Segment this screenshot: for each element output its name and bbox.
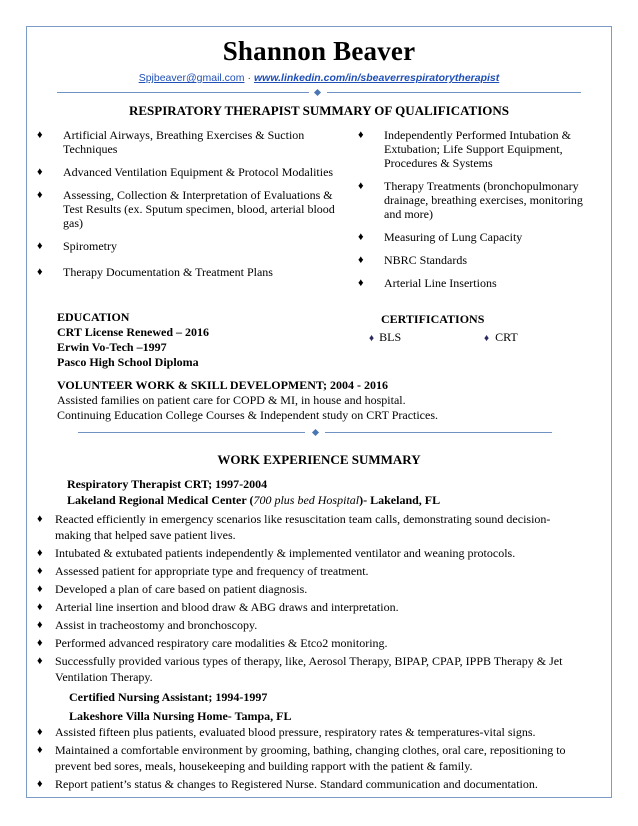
job-1-header: [67, 476, 587, 508]
job-1-employer-name: Lakeland Regional Medical Center (: [67, 493, 254, 507]
job-bullet-text: Reacted efficiently in emergency scenarios like resuscitation team calls, demonstrating sound decision-making that helped save patient lives.: [55, 512, 551, 542]
qualification-text: NBRC Standards: [384, 253, 468, 267]
job-bullet-text: Performed advanced respiratory care modalities & Etco2 monitoring.: [55, 636, 388, 650]
section-divider-right: [325, 432, 552, 433]
education-title: EDUCATION: [57, 310, 130, 324]
job-bullet-text: Maintained a comfortable environment by grooming, bathing, changing clothes, oral care, repositioning to prevent bed sores, meals, housekeeping and building rapport with the patient & family.: [55, 743, 566, 773]
qualification-text: Measuring of Lung Capacity: [384, 230, 523, 244]
diamond-bullet-icon: ♦: [369, 333, 375, 344]
diamond-bullet-icon: ♦: [37, 744, 43, 756]
diamond-bullet-icon: ♦: [37, 513, 43, 525]
qualification-item: [37, 239, 353, 253]
diamond-bullet-icon: ♦: [358, 277, 364, 289]
education-section: [57, 310, 317, 370]
education-line: Pasco High School Diploma: [57, 355, 199, 369]
email-link[interactable]: Spjbeaver@gmail.com: [138, 72, 245, 84]
volunteer-line: Continuing Education College Courses & Independent study on CRT Practices.: [57, 408, 439, 422]
header-divider-left: [57, 92, 309, 93]
diamond-bullet-icon: ♦: [37, 129, 43, 141]
qualification-item: [358, 253, 590, 267]
job-bullet: [37, 776, 582, 792]
certifications-title: CERTIFICATIONS: [381, 312, 485, 326]
diamond-bullet-icon: ♦: [37, 637, 43, 649]
diamond-bullet-icon: ♦: [37, 619, 43, 631]
certification-item: [484, 330, 518, 345]
volunteer-line: Assisted families on patient care for COPD & MI, in house and hospital.: [57, 393, 406, 407]
diamond-bullet-icon: ♦: [358, 254, 364, 266]
job-bullet-text: Successfully provided various types of therapy, like, Aerosol Therapy, BIPAP, CPAP, IPPB Therapy & Jet Ventilation Therapy.: [55, 654, 563, 684]
qualification-item: [358, 276, 590, 290]
job-bullet: [37, 653, 577, 685]
education-line: Erwin Vo-Tech –1997: [57, 340, 167, 354]
education-line: CRT License Renewed – 2016: [57, 325, 210, 339]
job-bullet-text: Assist in tracheostomy and bronchoscopy.: [55, 618, 258, 632]
qualification-text: Arterial Line Insertions: [384, 276, 497, 290]
diamond-bullet-icon: ♦: [358, 180, 364, 192]
diamond-bullet-icon: ♦: [37, 583, 43, 595]
job-bullet: [37, 742, 582, 774]
contact-separator: ·: [247, 72, 251, 84]
job-bullet: [37, 724, 582, 740]
certification-item: [369, 330, 401, 345]
diamond-bullet-icon: ♦: [37, 565, 43, 577]
job-1-employer-note: 700 plus bed Hospital: [253, 493, 360, 507]
diamond-bullet-icon: ♦: [358, 129, 364, 141]
job-bullet-text: Developed a plan of care based on patient diagnosis.: [55, 582, 308, 596]
qualification-item: [37, 128, 353, 156]
job-bullet: [37, 511, 577, 543]
diamond-bullet-icon: ♦: [37, 778, 43, 790]
header-divider-right: [327, 92, 581, 93]
qualification-text: Therapy Documentation & Treatment Plans: [63, 265, 273, 279]
job-1-title: Respiratory Therapist CRT; 1997-2004: [67, 477, 268, 491]
job-1-employer-location: )- Lakeland, FL: [359, 493, 441, 507]
qualification-item: [37, 265, 353, 279]
diamond-bullet-icon: ♦: [37, 189, 43, 201]
job-bullet: [37, 617, 577, 633]
job-bullet: [37, 599, 577, 615]
section-divider-left: [78, 432, 305, 433]
qualification-text: Spirometry: [63, 239, 117, 253]
diamond-bullet-icon: ♦: [37, 266, 43, 278]
job-2-bullets: [37, 724, 582, 794]
qualification-item: [358, 179, 590, 221]
diamond-bullet-icon: ♦: [37, 547, 43, 559]
job-2-employer: Lakeshore Villa Nursing Home- Tampa, FL: [69, 709, 292, 723]
job-1-bullets: [37, 511, 577, 687]
job-bullet: [37, 635, 577, 651]
qualification-text: Advanced Ventilation Equipment & Protocol Modalities: [63, 165, 334, 179]
qualification-item: [358, 128, 590, 170]
certification-text: BLS: [379, 330, 402, 344]
volunteer-title: VOLUNTEER WORK & SKILL DEVELOPMENT; 2004 - 2016: [57, 378, 389, 392]
work-experience-title: WORK EXPERIENCE SUMMARY: [217, 452, 421, 467]
qualification-item: [358, 230, 590, 244]
diamond-bullet-icon: ♦: [37, 601, 43, 613]
diamond-bullet-icon: ♦: [484, 333, 490, 344]
diamond-bullet-icon: ♦: [37, 655, 43, 667]
qualifications-left-list: [37, 128, 353, 288]
diamond-bullet-icon: ♦: [37, 166, 43, 178]
qualification-text: Artificial Airways, Breathing Exercises & Suction Techniques: [63, 128, 305, 156]
qualifications-right-list: [358, 128, 590, 299]
volunteer-section: [57, 378, 597, 423]
job-bullet-text: Report patient’s status & changes to Registered Nurse. Standard communication and documentation.: [55, 777, 538, 791]
job-2-header: [69, 689, 589, 724]
linkedin-link[interactable]: www.linkedin.com/in/sbeaverrespiratorytherapist: [254, 72, 500, 84]
job-bullet-text: Intubated & extubated patients independently & implemented ventilator and weaning protocols.: [55, 546, 516, 560]
qualification-item: [37, 165, 353, 179]
diamond-bullet-icon: ♦: [37, 240, 43, 252]
candidate-name: Shannon Beaver: [222, 36, 416, 66]
qualification-text: Independently Performed Intubation & Extubation; Life Support Equipment, Procedures & Systems: [384, 128, 571, 170]
contact-line: [0, 72, 638, 84]
qualification-item: [37, 188, 353, 230]
job-bullet: [37, 563, 577, 579]
job-2-title: Certified Nursing Assistant; 1994-1997: [69, 690, 268, 704]
qualifications-title: RESPIRATORY THERAPIST SUMMARY OF QUALIFICATIONS: [129, 103, 509, 118]
job-bullet-text: Assisted fifteen plus patients, evaluated blood pressure, respiratory rates & temperatures-vital signs.: [55, 725, 536, 739]
job-bullet: [37, 581, 577, 597]
diamond-bullet-icon: ♦: [358, 231, 364, 243]
job-bullet: [37, 545, 577, 561]
job-bullet-text: Arterial line insertion and blood draw & ABG draws and interpretation.: [55, 600, 399, 614]
job-bullet-text: Assessed patient for appropriate type and frequency of treatment.: [55, 564, 369, 578]
job-1-employer: [67, 492, 587, 508]
qualification-text: Assessing, Collection & Interpretation of Evaluations & Test Results (ex. Sputum specimen, blood, arterial blood gas): [63, 188, 335, 230]
certification-text: CRT: [495, 330, 518, 344]
diamond-bullet-icon: ♦: [37, 726, 43, 738]
qualification-text: Therapy Treatments (bronchopulmonary drainage, breathing exercises, monitoring and more): [384, 179, 583, 221]
